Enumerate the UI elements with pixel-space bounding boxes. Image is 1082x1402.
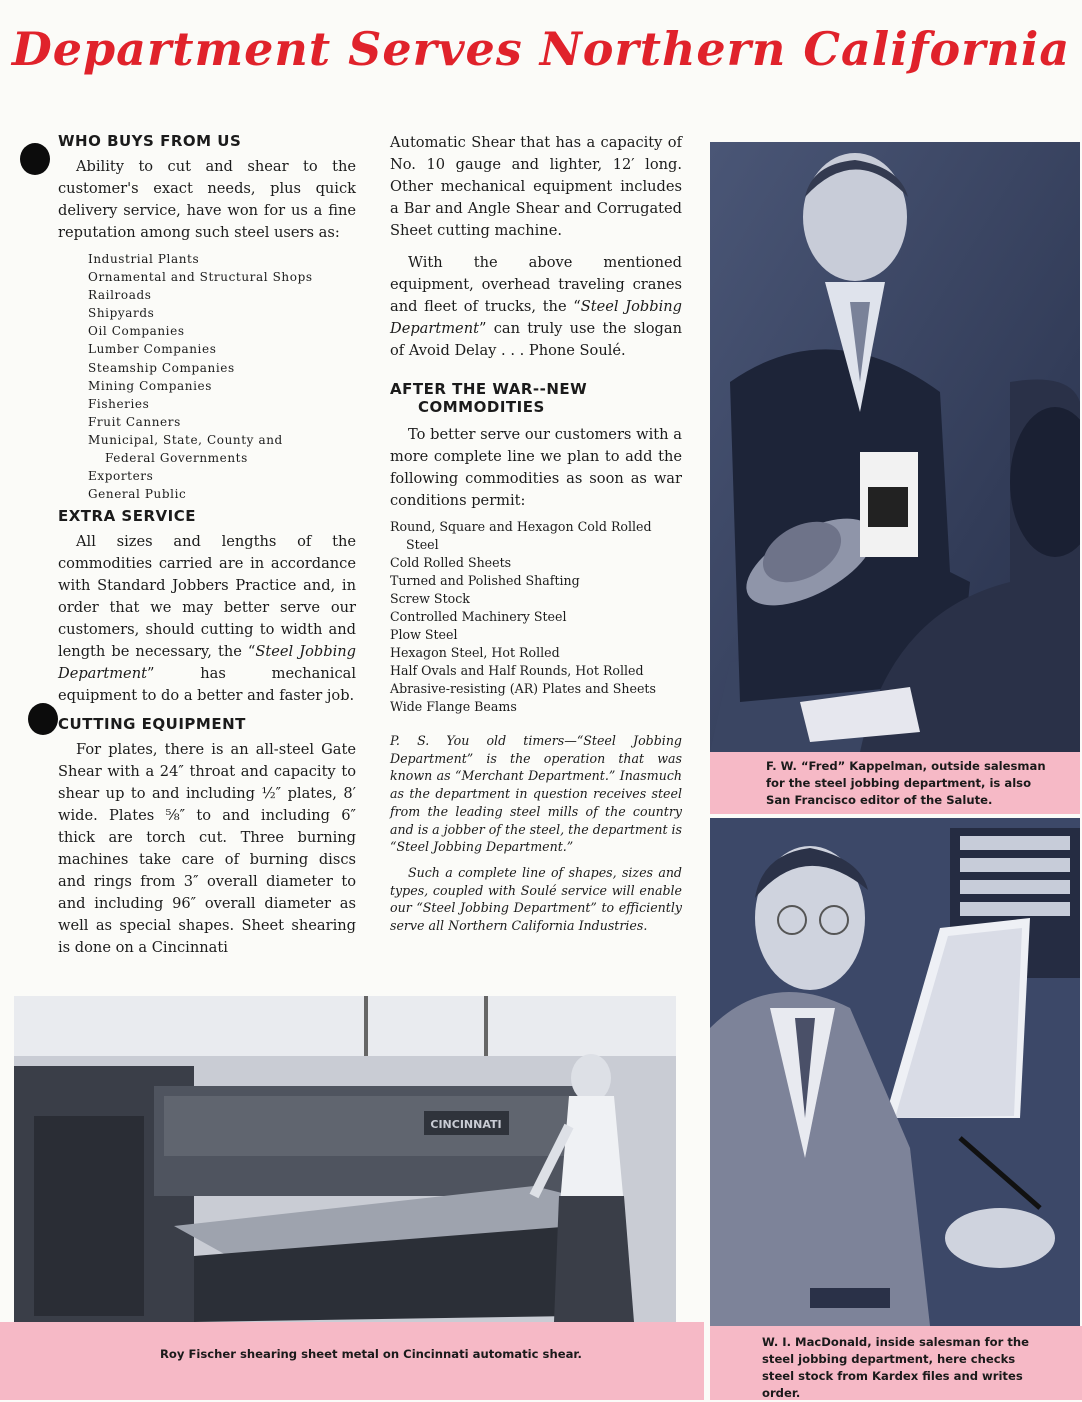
commodity-list [390, 518, 682, 716]
section-heading-after-war: AFTER THE WAR--NEW [390, 380, 588, 398]
list-item: General Public [88, 487, 187, 502]
fischer-illustration [14, 996, 676, 1322]
list-item: Wide Flange Beams [390, 699, 517, 714]
list-item: Ornamental and Structural Shops [88, 270, 313, 285]
buyer-list [58, 250, 356, 503]
list-item: Oil Companies [88, 324, 185, 339]
section-heading-who-buys: WHO BUYS FROM US [58, 132, 242, 150]
list-item: Turned and Polished Shafting [390, 573, 580, 588]
cutting-equipment-body: For plates, there is an all-steel Gate Shear with a 24″ throat and capacity to shear up to and including ½″ plates, 8′ wide. Plates ⅝″ to and including 6″ thick are torch cut. Three burning machines take care of burning discs and rings from 3″ overall diameter to and including 96″ overall diameter as well as special shapes. Sheet shearing is done on a Cincinnati [58, 741, 356, 957]
list-item: Industrial Plants [88, 252, 200, 266]
extra-service-body: All sizes and lengths of the commodities carried are in accordance with Standard Jobbers Practice and, in order that we may better serve our customers, should cutting to width and length be necessary, the “Steel Jobbing Department” has mechanical equipment to do a better and faster job. [58, 533, 356, 705]
list-item: Mining Companies [88, 378, 212, 393]
list-item: Plow Steel [390, 627, 458, 642]
section-heading-after-war-line2: COMMODITIES [418, 398, 545, 416]
closing-paragraph: Such a complete line of shapes, sizes and types, coupled with Soulé service will enable our “Steel Jobbing Department” to efficiently serve all Northern California Industries. [390, 864, 682, 934]
binder-hole-middle [28, 703, 58, 735]
equipment-paragraph: With the above mentioned equipment, overhead traveling cranes and fleet of trucks, the “Steel Jobbing Department” can truly use the slogan of Avoid Delay . . . Phone Soulé. [390, 254, 682, 359]
list-item: Lumber Companies [88, 342, 217, 357]
section-heading-extra-service: EXTRA SERVICE [58, 507, 196, 526]
section-heading-cutting-equipment: CUTTING EQUIPMENT [58, 715, 246, 734]
photo-kappelman [710, 142, 1080, 752]
photo-macdonald [710, 818, 1080, 1326]
photo-fischer [14, 996, 676, 1322]
macdonald-illustration [710, 818, 1080, 1326]
list-item: Abrasive-resisting (AR) Plates and Sheets [390, 681, 656, 696]
list-item: Exporters [88, 469, 154, 484]
list-item: Hexagon Steel, Hot Rolled [390, 645, 560, 660]
list-item: Shipyards [88, 306, 155, 321]
list-item: Municipal, State, County and [88, 432, 283, 447]
list-item: Steel [406, 537, 439, 552]
kappelman-illustration [710, 142, 1080, 752]
list-item: Controlled Machinery Steel [390, 609, 567, 624]
caption-macdonald: W. I. MacDonald, inside salesman for the steel jobbing department, here checks steel stock from Kardex files and writes order. [710, 1326, 1082, 1400]
binder-hole-top [20, 143, 50, 175]
list-item: Fruit Canners [88, 414, 181, 429]
list-item: Fisheries [88, 396, 150, 411]
middle-column [390, 132, 682, 935]
caption-bar-fischer: Roy Fischer shearing sheet metal on Cincinnati automatic shear. [0, 1322, 704, 1400]
list-item: Railroads [88, 288, 152, 303]
list-item: Federal Governments [105, 451, 248, 466]
ps-paragraph: P. S. You old timers—“Steel Jobbing Department” is the operation that was known as “Merchant Department.” Inasmuch as the department in question receives steel from the leading steel mills of the country and is a jobber of the steel, the department is “Steel Jobbing Department.” [390, 733, 682, 855]
list-item: Steamship Companies [88, 360, 235, 375]
who-buys-body: Ability to cut and shear to the customer's exact needs, plus quick delivery service, have won for us a fine reputation among such steel users as: [58, 158, 356, 241]
after-war-body: To better serve our customers with a more complete line we plan to add the following commodities as soon as war conditions permit: [390, 426, 682, 509]
caption-kappelman: F. W. “Fred” Kappelman, outside salesman for the steel jobbing department, is also San Francisco editor of the Salute. [710, 752, 1080, 814]
shear-paragraph: Automatic Shear that has a capacity of No. 10 gauge and lighter, 12′ long. Other mechanical equipment includes a Bar and Angle Shear and Corrugated Sheet cutting machine. [390, 134, 682, 239]
page-title: Department Serves Northern California [11, 22, 1071, 76]
left-column [58, 132, 356, 959]
list-item: Cold Rolled Sheets [390, 555, 512, 570]
machine-nameplate: CINCINNATI [430, 1118, 502, 1131]
list-item: Half Ovals and Half Rounds, Hot Rolled [390, 663, 644, 678]
list-item: Round, Square and Hexagon Cold Rolled [390, 519, 652, 534]
list-item: Screw Stock [390, 591, 470, 606]
